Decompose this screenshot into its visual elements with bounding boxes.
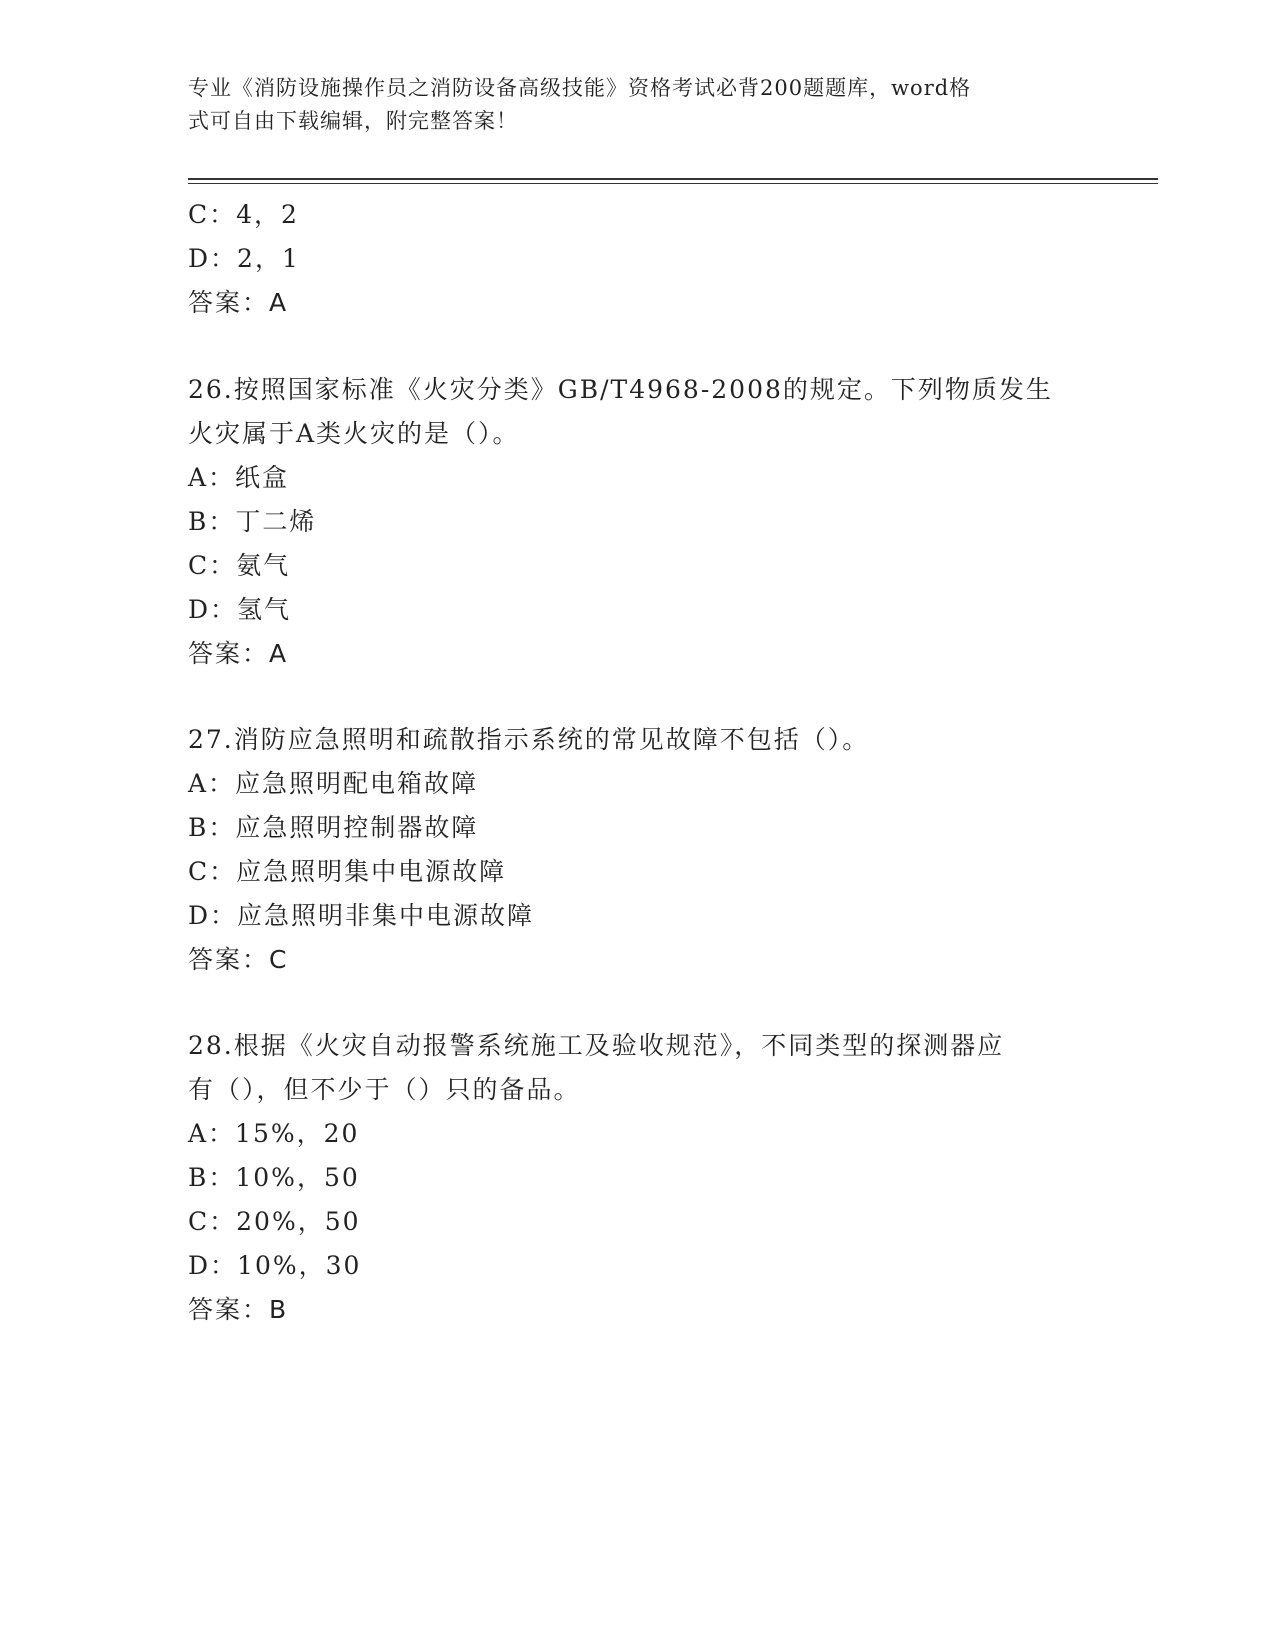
prev-option-d: D：2，1 [188, 244, 300, 273]
q28-option-a: A：15%，20 [188, 1119, 360, 1148]
header-line-1: 专业《消防设施操作员之消防设备高级技能》资格考试必背200题题库，word格 [188, 76, 972, 100]
q27-option-b: B：应急照明控制器故障 [188, 813, 479, 842]
q27-option-d: D：应急照明非集中电源故障 [188, 901, 535, 930]
q28-option-d: D：10%，30 [188, 1251, 362, 1280]
q26-option-a: A：纸盒 [188, 463, 290, 492]
header-divider-thick [188, 178, 1158, 180]
q27-option-a: A：应急照明配电箱故障 [188, 769, 479, 798]
q28-stem-line-1: 28.根据《火灾自动报警系统施工及验收规范》，不同类型的探测器应 [188, 1031, 1005, 1060]
q28-option-c: C：20%，50 [188, 1207, 361, 1236]
q27-stem-line-1: 27.消防应急照明和疏散指示系统的常见故障不包括（）。 [188, 725, 870, 754]
document-header [188, 72, 1068, 138]
q26-option-b: B：丁二烯 [188, 507, 317, 536]
q28-stem-line-2: 有（），但不少于（）只的备品。 [188, 1075, 581, 1104]
q26-answer: 答案：A [188, 639, 289, 668]
q26-stem-line-2: 火灾属于A类火灾的是（）。 [188, 419, 520, 448]
q27-answer: 答案：C [188, 945, 289, 974]
q26-option-d: D：氢气 [188, 595, 292, 624]
prev-option-c: C：4，2 [188, 200, 299, 229]
header-line-2: 式可自由下载编辑，附完整答案！ [188, 109, 518, 133]
q27-option-c: C：应急照明集中电源故障 [188, 857, 507, 886]
q26-stem-line-1: 26.按照国家标准《火灾分类》GB/T4968-2008的规定。下列物质发生 [188, 375, 1053, 404]
header-divider-thin [188, 183, 1158, 184]
prev-answer: 答案：A [188, 288, 289, 317]
q28-option-b: B：10%，50 [188, 1163, 360, 1192]
q26-option-c: C：氨气 [188, 551, 291, 580]
q28-answer: 答案：B [188, 1295, 289, 1324]
